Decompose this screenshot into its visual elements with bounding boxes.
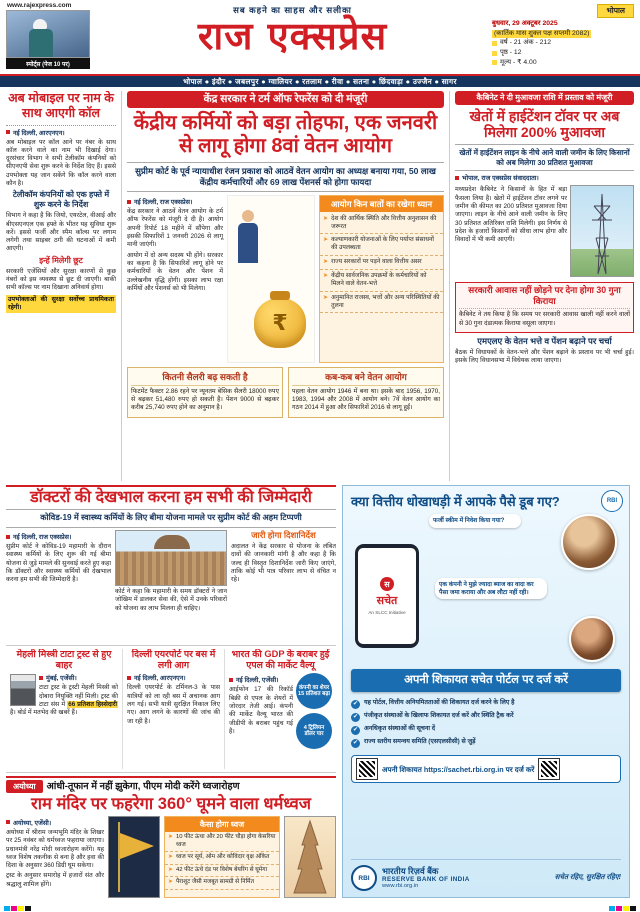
pages-line: पृष्ठ - 12 — [492, 49, 634, 57]
ad-tagline: सचेत रहिए, सुरक्षित रहिए! — [554, 873, 621, 881]
story-photo-column — [115, 530, 227, 615]
money-bag-icon — [254, 298, 306, 348]
story-text-column — [231, 530, 336, 615]
byline: अयोध्या, एजेंसी। — [6, 818, 104, 827]
story-paragraph: मध्यप्रदेश कैबिनेट ने किसानों के हित में बड़ा फैसला लिया है। खेतों में हाईटेंशन टॉवर लगने पर जमीन की कीमत का 200 प्रतिशत मुआवजा दिया जाएगा। लाइन के नीचे आने वाली जमीन के लिए 30 प्रतिशत अतिरिक्त राशि मिलेगी। इस निर्णय से प्रदेश के हजारों किसानों को सीधा लाभ होगा और विवादों में भी कमी आएगी। — [455, 186, 567, 244]
lower-left-column — [6, 485, 336, 898]
story-ram-mandir — [6, 776, 336, 898]
sports-photo — [6, 10, 90, 58]
story-paragraph: विभाग ने कहा है कि जियो, एयरटेल, वीआई और बीएसएनएल एक हफ्ते के भीतर यह सुविधा शुरू करें। इससे फर्जी और स्पैम कॉल्स पर लगाम लगेगी तथा साइबर ठगी की घटनाओं में कमी आएगी। — [6, 212, 116, 253]
story-subhead: जारी होगा दिशानिर्देश — [251, 530, 316, 541]
box-item: ➤ 42 फीट ऊंचे दंड पर विशेष बेयरिंग से घूमेगा — [165, 865, 279, 878]
panel-item: ➤ केंद्रीय सार्वजनिक उपक्रमों के कर्मचारियों को मिलने वाले वेतन-भत्ते — [320, 270, 443, 292]
byline: नई दिल्ली, आरएनएन। — [127, 673, 220, 682]
ad-bullet: ✔ पंजीकृत संस्थाओं के खिलाफ शिकायत दर्ज करें और स्थिति ट्रैक करें — [351, 712, 621, 722]
box-body: कैबिनेट ने तय किया है कि समय पर सरकारी आवास खाली नहीं करने वालों से 30 गुना दंडात्मक किराया वसूला जाएगा। — [459, 311, 630, 327]
story-paragraph: केंद्र सरकार ने आठवें वेतन आयोग के टर्म ऑफ रेफरेंस को मंजूरी दे दी है। आयोग अपनी रिपोर्ट 18 महीने में सौंपेगा और इसकी सिफारिशें 1 जनवरी 2026 से लागू मानी जाएंगी। — [127, 208, 223, 249]
sachet-app-icon: स — [380, 577, 394, 591]
highlighted-text: उपभोक्ताओं की सुरक्षा सर्वोच्च प्राथमिकता रहेगी। — [6, 295, 116, 313]
panel-list — [320, 212, 443, 313]
paper-title: राज एक्सप्रेस — [197, 14, 388, 58]
qr-code — [539, 759, 559, 779]
website-url: www.rajexpress.com — [7, 2, 72, 9]
print-footer — [0, 904, 640, 912]
date-line: बुधवार, 29 अक्टूबर 2025 — [492, 20, 558, 27]
ad-bullet: ✔ राज्य स्तरीय समन्वय समिति (एसएलसीसी) से जुड़ें — [351, 738, 621, 748]
panel-title: आयोग किन बातों का रखेगा ध्यान — [320, 196, 443, 212]
lead-info-boxes — [127, 367, 444, 417]
story-paragraph: टाटा ट्रस्ट के ट्रस्टी मेहली मिस्त्री को दोबारा नियुक्ति नहीं मिली। ट्रस्ट की टाटा संस में 66 प्रतिशत हिस्सेदारी है। बोर्ड में मतभेद की खबरें हैं। — [10, 684, 118, 717]
rupee-icon: ₹ — [272, 310, 288, 336]
box-item: ➤ पैराशूट जैसी मजबूत सामग्री से निर्मित — [165, 877, 279, 890]
arrow-icon: ➤ — [168, 854, 173, 861]
speech-bubble: फर्जी स्कीम में निवेश किया गया? — [429, 514, 521, 528]
supreme-court-photo — [115, 530, 227, 586]
story-headline: भारत की GDP के बराबर हुई एपल की मार्केट वैल्यू — [231, 649, 330, 671]
arrow-icon: ➤ — [168, 833, 173, 840]
ad-bullet: ✔ यह पोर्टल, वित्तीय अनियमितताओं की शिकायत दर्ज करने के लिए है — [351, 699, 621, 709]
story-body — [455, 184, 634, 279]
box-list — [165, 832, 279, 890]
edition-chip: भोपाल — [597, 4, 634, 18]
bank-identity — [382, 867, 470, 890]
rbi-seal-icon: RBI — [351, 865, 377, 891]
story-paragraph: दिल्ली एयरपोर्ट के टर्मिनल-3 के पास यात्रियों को ला रही बस में अचानक आग लग गई। सभी यात्री सुरक्षित निकाल लिए गए। आग लगने के कारणों की जांच की जा रही है। — [127, 684, 220, 725]
lead-text-column — [127, 195, 223, 363]
story-text-column — [229, 673, 293, 749]
byline: नई दिल्ली, आरएनएन। — [6, 128, 116, 137]
price-line: मूल्य - ₹ 4.00 — [492, 59, 634, 67]
story-deck: कोविड-19 में स्वास्थ्य कर्मियों के लिए बीमा योजना मामले पर सुप्रीम कोर्ट की अहम टिप्पणी — [6, 509, 336, 528]
story-text-column — [6, 530, 111, 615]
arrow-icon: ➤ — [168, 866, 173, 873]
check-icon: ✔ — [351, 726, 360, 735]
box-title: कितनी सैलरी बढ़ सकती है — [131, 370, 279, 386]
phone-screen — [358, 548, 416, 644]
highlighted-text: 66 प्रतिशत हिस्सेदारी — [68, 700, 118, 708]
ad-heading: क्या वित्तीय धोखाधड़ी में आपके पैसे डूब गए? — [351, 494, 560, 509]
story-apple-valuation — [224, 649, 336, 769]
box-title: कैसा होगा ध्वज — [165, 817, 279, 832]
ad-bullet-list — [351, 696, 621, 751]
ad-url-band — [351, 755, 621, 783]
top-section — [0, 87, 640, 483]
story-paragraph: आईफोन 17 की रिकॉर्ड बिक्री से एपल के शेयरों में जोरदार तेजी आई। कंपनी की मार्केट वैल्यू भारत की जीडीपी के बराबर पहुंच गई है। — [229, 686, 293, 735]
check-icon: ✔ — [351, 713, 360, 722]
box-body: पहला वेतन आयोग 1946 में बना था। इसके बाद 1956, 1970, 1983, 1994 और 2008 में आयोग बने। 7वें वेतन आयोग का गठन 2014 में हुआ और सिफारिशें 2016 से लागू हुईं। — [292, 387, 440, 412]
box-commission-history — [288, 367, 444, 417]
stat-badge: 4 ट्रिलियन डॉलर पार — [296, 713, 332, 749]
qr-code — [357, 759, 377, 779]
story-body — [6, 816, 336, 898]
panel-item: ➤ राज्य सरकारों पर पड़ने वाला वित्तीय असर — [320, 256, 443, 270]
rbi-advertisement — [342, 485, 630, 898]
byline: नई दिल्ली, एजेंसी। — [229, 675, 293, 684]
story-strap — [6, 780, 336, 793]
story-headline: राम मंदिर पर फहरेगा 360° घूमने वाला धर्मध्वज — [31, 795, 311, 813]
arrow-icon: ➤ — [323, 214, 329, 222]
stat-badge: कंपनी का शेयर 15 प्रतिशत बढ़ा — [296, 673, 332, 709]
box-salary-increase — [127, 367, 283, 417]
hightension-tower-photo — [570, 185, 634, 277]
app-subtitle: An SLCC Initiative — [368, 610, 406, 616]
story-pay-commission — [122, 91, 450, 481]
arrow-icon: ➤ — [168, 879, 173, 886]
dharma-flag-photo — [108, 816, 160, 898]
check-icon: ✔ — [351, 700, 360, 709]
kicker-strip: केंद्र सरकार ने टर्म ऑफ रेफरेंस को दी मंजूरी — [127, 91, 444, 108]
story-headline: अब मोबाइल पर नाम के साथ आएगी कॉल — [6, 91, 116, 126]
story-paragraph: अयोध्या में श्रीराम जन्मभूमि मंदिर के शिखर पर 25 नवंबर को धर्मध्वज फहराया जाएगा। प्रधानमंत्री नरेंद्र मोदी ध्वजारोहण करेंगे। यह ध्वज विशेष तकनीक से बना है और हवा की दिशा के अनुसार 360 डिग्री घूम सकेगा। — [6, 828, 104, 870]
byline: भोपाल, राज एक्सप्रेस संवाददाता। — [455, 173, 634, 182]
story-paragraph: ट्रस्ट के अनुसार समारोह में हजारों संत और श्रद्धालु शामिल होंगे। — [6, 872, 104, 888]
story-tata-trust — [6, 649, 122, 769]
story-body — [229, 673, 332, 749]
paper-tagline: सब कहने का साहस और सलीका — [233, 5, 352, 15]
edition-info — [492, 4, 634, 67]
box-title: सरकारी आवास नहीं छोड़ने पर देना होगा 30 गुना किराया — [459, 285, 630, 309]
portrait-photo — [10, 674, 36, 706]
story-caller-id — [6, 91, 122, 481]
cities-bar: भोपाल ● इंदौर ● जबलपुर ● ग्वालियर ● रतलाम ● रीवा ● सतना ● छिंदवाड़ा ● उज्जैन ● सागर — [0, 74, 640, 87]
story-headline: मेहली मिस्त्री टाटा ट्रस्ट से हुए बाहर — [16, 649, 112, 671]
story-bus-fire — [122, 649, 224, 769]
box-govt-housing — [455, 282, 634, 333]
story-paragraph: आयोग में दो अन्य सदस्य भी होंगे। सरकार का कहना है कि सिफारिशें लागू होने पर कर्मचारियों के वेतन और पेंशन में उल्लेखनीय वृद्धि होगी। इसका लाभ रक्षा कर्मियों और पेंशनर्स को भी मिलेगा। — [127, 251, 223, 292]
arrow-icon: ➤ — [323, 236, 329, 244]
story-headline: खेतों में हाईटेंशन टॉवर पर अब मिलेगा 200% मुआवजा — [469, 107, 620, 141]
sports-caption: स्पोर्ट्स (पेज 10 पर) — [6, 58, 90, 69]
arrow-icon: ➤ — [323, 272, 329, 280]
stat-badges — [296, 673, 332, 749]
story-doctors — [6, 485, 336, 643]
story-paragraph: बैठक में विधायकों के वेतन-भत्ते और पेंशन बढ़ाने के प्रस्ताव पर भी चर्चा हुई। इसके लिए विधानसभा में विधेयक लाया जाएगा। — [455, 348, 634, 364]
box-item: ➤ ध्वज पर सूर्य, ओम और कोविदार वृक्ष अंकित — [165, 852, 279, 865]
rbi-logo-icon: RBI — [601, 490, 623, 512]
masthead — [0, 0, 640, 74]
story-body — [6, 530, 336, 615]
story-hightension-compensation — [450, 91, 634, 481]
panel-item: ➤ देश की आर्थिक स्थिति और वित्तीय अनुशासन की जरूरत — [320, 212, 443, 234]
story-headline: डॉक्टरों की देखभाल करना हम सभी की जिम्मेदारी — [30, 489, 312, 506]
box-item: ➤ 10 फीट ऊंचा और 20 फीट चौड़ा होगा केसरिया ध्वज — [165, 832, 279, 852]
story-headline: दिल्ली एयरपोर्ट पर बस में लगी आग — [131, 649, 216, 671]
box-title: कब-कब बने वेतन आयोग — [292, 370, 440, 386]
story-subhead: इन्हें मिलेगी छूट — [39, 255, 83, 265]
panchang-line: (कार्तिक मास शुक्ल पक्ष सप्तमी 2082) — [494, 29, 590, 37]
ad-scene — [351, 514, 621, 664]
ad-footer — [351, 859, 621, 891]
ad-bullet: ✔ अनधिकृत संस्थाओं की सूचना दें — [351, 725, 621, 735]
print-color-bar — [609, 906, 636, 911]
person-photo — [569, 616, 615, 662]
bank-url: www.rbi.org.in — [382, 883, 419, 890]
panel-item: ➤ अनुमानित राजस्व, भत्तों और अन्य परिस्थितियों की तुलना — [320, 292, 443, 314]
story-subhead: एमएलए के वेतन भत्ते व पेंशन बढ़ाने पर चर्चा — [477, 336, 612, 346]
sports-promo — [6, 10, 90, 69]
story-paragraph: अब मोबाइल पर कॉल आने पर नंबर के साथ कॉल करने वाले का नाम भी दिखाई देगा। दूरसंचार विभाग ने सभी टेलीकॉम कंपनियों को सीएनएपी सेवा शुरू करने के निर्देश दिए हैं। इससे उपभोक्ता यह जान सकेंगे कि कॉल करने वाला कौन है। — [6, 138, 116, 187]
print-color-bar — [4, 906, 31, 911]
byline: नई दिल्ली, राज एक्सप्रेस। — [127, 197, 223, 206]
place-tag: अयोध्या — [6, 780, 43, 793]
portal-url-text: अपनी शिकायत https://sachet.rbi.org.in पर दर्ज करें — [382, 764, 535, 774]
app-name: सचेत — [376, 595, 398, 608]
speech-bubble: एक कंपनी ने मुझे ज्यादा ब्याज का वादा कर पैसा जमा कराया और अब लौटा नहीं रही। — [435, 578, 547, 599]
phone-mockup — [355, 544, 419, 648]
byline: नई दिल्ली, राज एक्सप्रेस। — [6, 532, 111, 541]
lower-section — [0, 483, 640, 900]
temple-photo — [284, 816, 336, 898]
bank-name-hindi: भारतीय रिज़र्व बैंक — [382, 865, 439, 876]
panel-commission-points — [319, 195, 444, 363]
box-flag-details — [164, 816, 280, 898]
lead-body — [127, 195, 444, 363]
person-figure — [236, 210, 260, 280]
money-illustration — [227, 195, 315, 363]
panel-item: ➤ कल्याणकारी योजनाओं के लिए पर्याप्त संसाधनों की उपलब्धता — [320, 234, 443, 256]
bank-name-english: RESERVE BANK OF INDIA — [382, 876, 470, 884]
lead-headline: केंद्रीय कर्मियों को बड़ा तोहफा, एक जनवरी से लागू होगा 8वां वेतन आयोग — [133, 111, 438, 158]
story-paragraph: कोर्ट ने कहा कि महामारी के समय डॉक्टरों ने जान जोखिम में डालकर सेवा की, ऐसे में उनके परिवारों को योजना का लाभ मिलना ही चाहिए। — [115, 588, 227, 612]
person-photo — [561, 514, 617, 570]
masthead-center — [101, 5, 484, 58]
arrow-icon: ➤ — [323, 258, 329, 266]
strap-headline: आंधी-तूफान में नहीं झुकेगा, पीएम मोदी करेंगे ध्वजारोहण — [46, 780, 240, 792]
substories-row — [6, 645, 336, 773]
byline: मुंबई, एजेंसी। — [39, 673, 118, 682]
volume-line: वर्ष - 21 अंक - 212 — [492, 39, 634, 47]
story-subhead: टेलीकॉम कंपनियों को एक हफ्ते में शुरू करने के निर्देश — [12, 190, 110, 210]
ad-ribbon: अपनी शिकायत सचेत पोर्टल पर दर्ज करें — [351, 669, 621, 692]
lead-deck: सुप्रीम कोर्ट के पूर्व न्यायाधीश रंजन प्रकाश को आठवें वेतन आयोग का अध्यक्ष बनाया गया, 50 लाख केंद्रीय कर्मचारियों और 69 लाख पेंशनर्स को होगा फायदा — [127, 162, 444, 192]
check-icon: ✔ — [351, 739, 360, 748]
story-paragraph: अदालत ने केंद्र सरकार से योजना के लंबित दावों की जानकारी मांगी है और कहा है कि जल्द ही विस्तृत दिशानिर्देश जारी किए जाएंगे, ताकि कोई भी पात्र परिवार लाभ से वंचित न रहे। — [231, 543, 336, 584]
story-deck: खेतों में हाईटेंशन लाइन के नीचे आने वाली जमीन के लिए किसानों को अब मिलेगा 30 प्रतिशत मुआवजा — [455, 144, 634, 171]
story-paragraph: सरकारी एजेंसियों और सुरक्षा कारणों से कुछ नंबरों को इस व्यवस्था से छूट दी जाएगी। बाकी सभी कॉल्स पर नाम दिखाना अनिवार्य होगा। — [6, 267, 116, 292]
box-body: फिटमेंट फैक्टर 2.86 रहने पर न्यूनतम बेसिक सैलरी 18000 रुपए से बढ़कर 51,480 रुपए हो सकती है। पेंशन 9000 से बढ़कर करीब 25,740 रुपए होने का अनुमान है। — [131, 387, 279, 412]
arrow-icon: ➤ — [323, 294, 329, 302]
story-text-column — [6, 816, 104, 898]
story-paragraph: सुप्रीम कोर्ट ने कोविड-19 महामारी के दौरान स्वास्थ्य कर्मियों के लिए शुरू की गई बीमा योजना से जुड़े मामले की सुनवाई करते हुए कहा कि डॉक्टरों और स्वास्थ्य कर्मियों की देखभाल करना हम सभी की जिम्मेदारी है। — [6, 543, 111, 584]
kicker-strip: कैबिनेट ने दी मुआवजा राशि में प्रस्ताव को मंजूरी — [455, 91, 634, 105]
